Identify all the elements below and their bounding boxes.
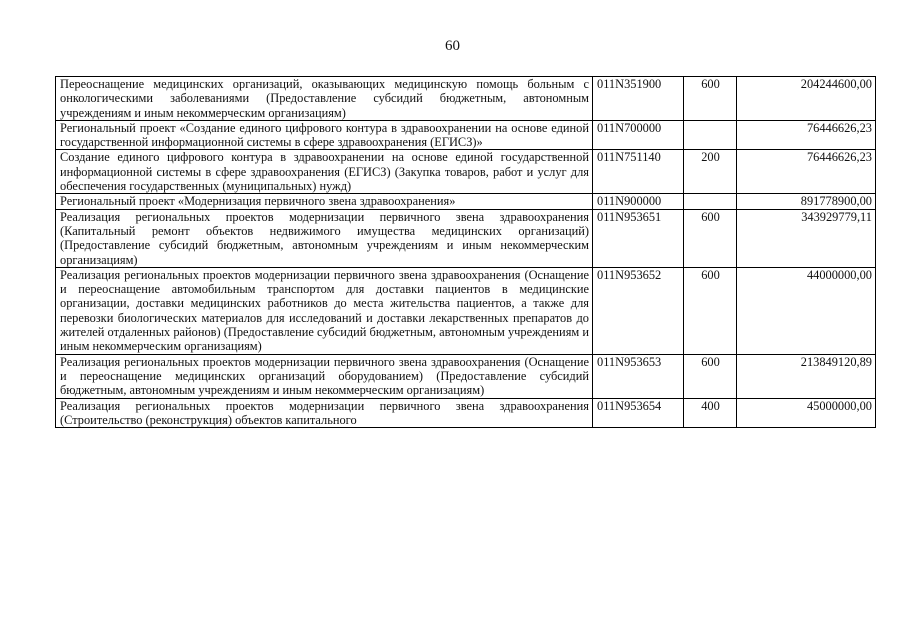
row-code: 011N953651 bbox=[593, 209, 684, 267]
row-amount: 213849120,89 bbox=[737, 354, 876, 398]
row-code: 011N351900 bbox=[593, 77, 684, 121]
page-number: 60 bbox=[445, 38, 460, 54]
row-description: Переоснащение медицинских организаций, оказывающих медицинскую помощь больным с онкологическими заболеваниями (Предоставление субсидий бюджетным, автономным учреждениям и иным некоммерческим организациям) bbox=[56, 77, 593, 121]
table-row bbox=[56, 209, 876, 267]
row-expense-type: 200 bbox=[684, 150, 737, 194]
row-expense-type: 600 bbox=[684, 267, 737, 354]
row-description: Реализация региональных проектов модернизации первичного звена здравоохранения (Оснащение и переоснащение автомобильным транспортом для доставки пациентов в медицинские организации, доставки медицинских работников до места жительства пациентов, а также для перевозки биологических материалов для исследований и доставки лекарственных препаратов до жителей отдаленных районов) (Предоставление субсидий бюджетным, автономным учреждениям и иным некоммерческим организациям) bbox=[56, 267, 593, 354]
row-code: 011N953652 bbox=[593, 267, 684, 354]
row-expense-type: 600 bbox=[684, 209, 737, 267]
row-amount: 891778900,00 bbox=[737, 194, 876, 209]
row-expense-type: 400 bbox=[684, 398, 737, 428]
row-code: 011N953653 bbox=[593, 354, 684, 398]
row-code: 011N900000 bbox=[593, 194, 684, 209]
row-code: 011N751140 bbox=[593, 150, 684, 194]
row-expense-type: 600 bbox=[684, 354, 737, 398]
row-description: Реализация региональных проектов модернизации первичного звена здравоохранения (Оснащение и переоснащение медицинских организаций оборудованием) (Предоставление субсидий бюджетным, автономным учреждениям и иным некоммерческим организациям) bbox=[56, 354, 593, 398]
row-amount: 45000000,00 bbox=[737, 398, 876, 428]
table-row bbox=[56, 150, 876, 194]
table-row bbox=[56, 194, 876, 209]
row-expense-type bbox=[684, 194, 737, 209]
row-amount: 76446626,23 bbox=[737, 150, 876, 194]
table-row bbox=[56, 267, 876, 354]
table-row bbox=[56, 120, 876, 150]
budget-table bbox=[55, 76, 876, 428]
table-row bbox=[56, 77, 876, 121]
table-row bbox=[56, 354, 876, 398]
row-description: Региональный проект «Создание единого цифрового контура в здравоохранении на основе единой государственной информационной системы в сфере здравоохранения (ЕГИСЗ)» bbox=[56, 120, 593, 150]
row-amount: 76446626,23 bbox=[737, 120, 876, 150]
row-expense-type bbox=[684, 120, 737, 150]
table-row bbox=[56, 398, 876, 428]
row-expense-type: 600 bbox=[684, 77, 737, 121]
row-description: Реализация региональных проектов модернизации первичного звена здравоохранения (Строительство (реконструкция) объектов капитального bbox=[56, 398, 593, 428]
row-description: Реализация региональных проектов модернизации первичного звена здравоохранения (Капитальный ремонт объектов недвижимого имущества медицинских организаций) (Предоставление субсидий бюджетным, автономным учреждениям и иным некоммерческим организациям) bbox=[56, 209, 593, 267]
row-code: 011N700000 bbox=[593, 120, 684, 150]
row-amount: 44000000,00 bbox=[737, 267, 876, 354]
row-description: Региональный проект «Модернизация первичного звена здравоохранения» bbox=[56, 194, 593, 209]
row-description: Создание единого цифрового контура в здравоохранении на основе единой государственной информационной системы в сфере здравоохранения (ЕГИСЗ) (Закупка товаров, работ и услуг для обеспечения государственных (муниципальных) нужд) bbox=[56, 150, 593, 194]
row-code: 011N953654 bbox=[593, 398, 684, 428]
row-amount: 343929779,11 bbox=[737, 209, 876, 267]
row-amount: 204244600,00 bbox=[737, 77, 876, 121]
